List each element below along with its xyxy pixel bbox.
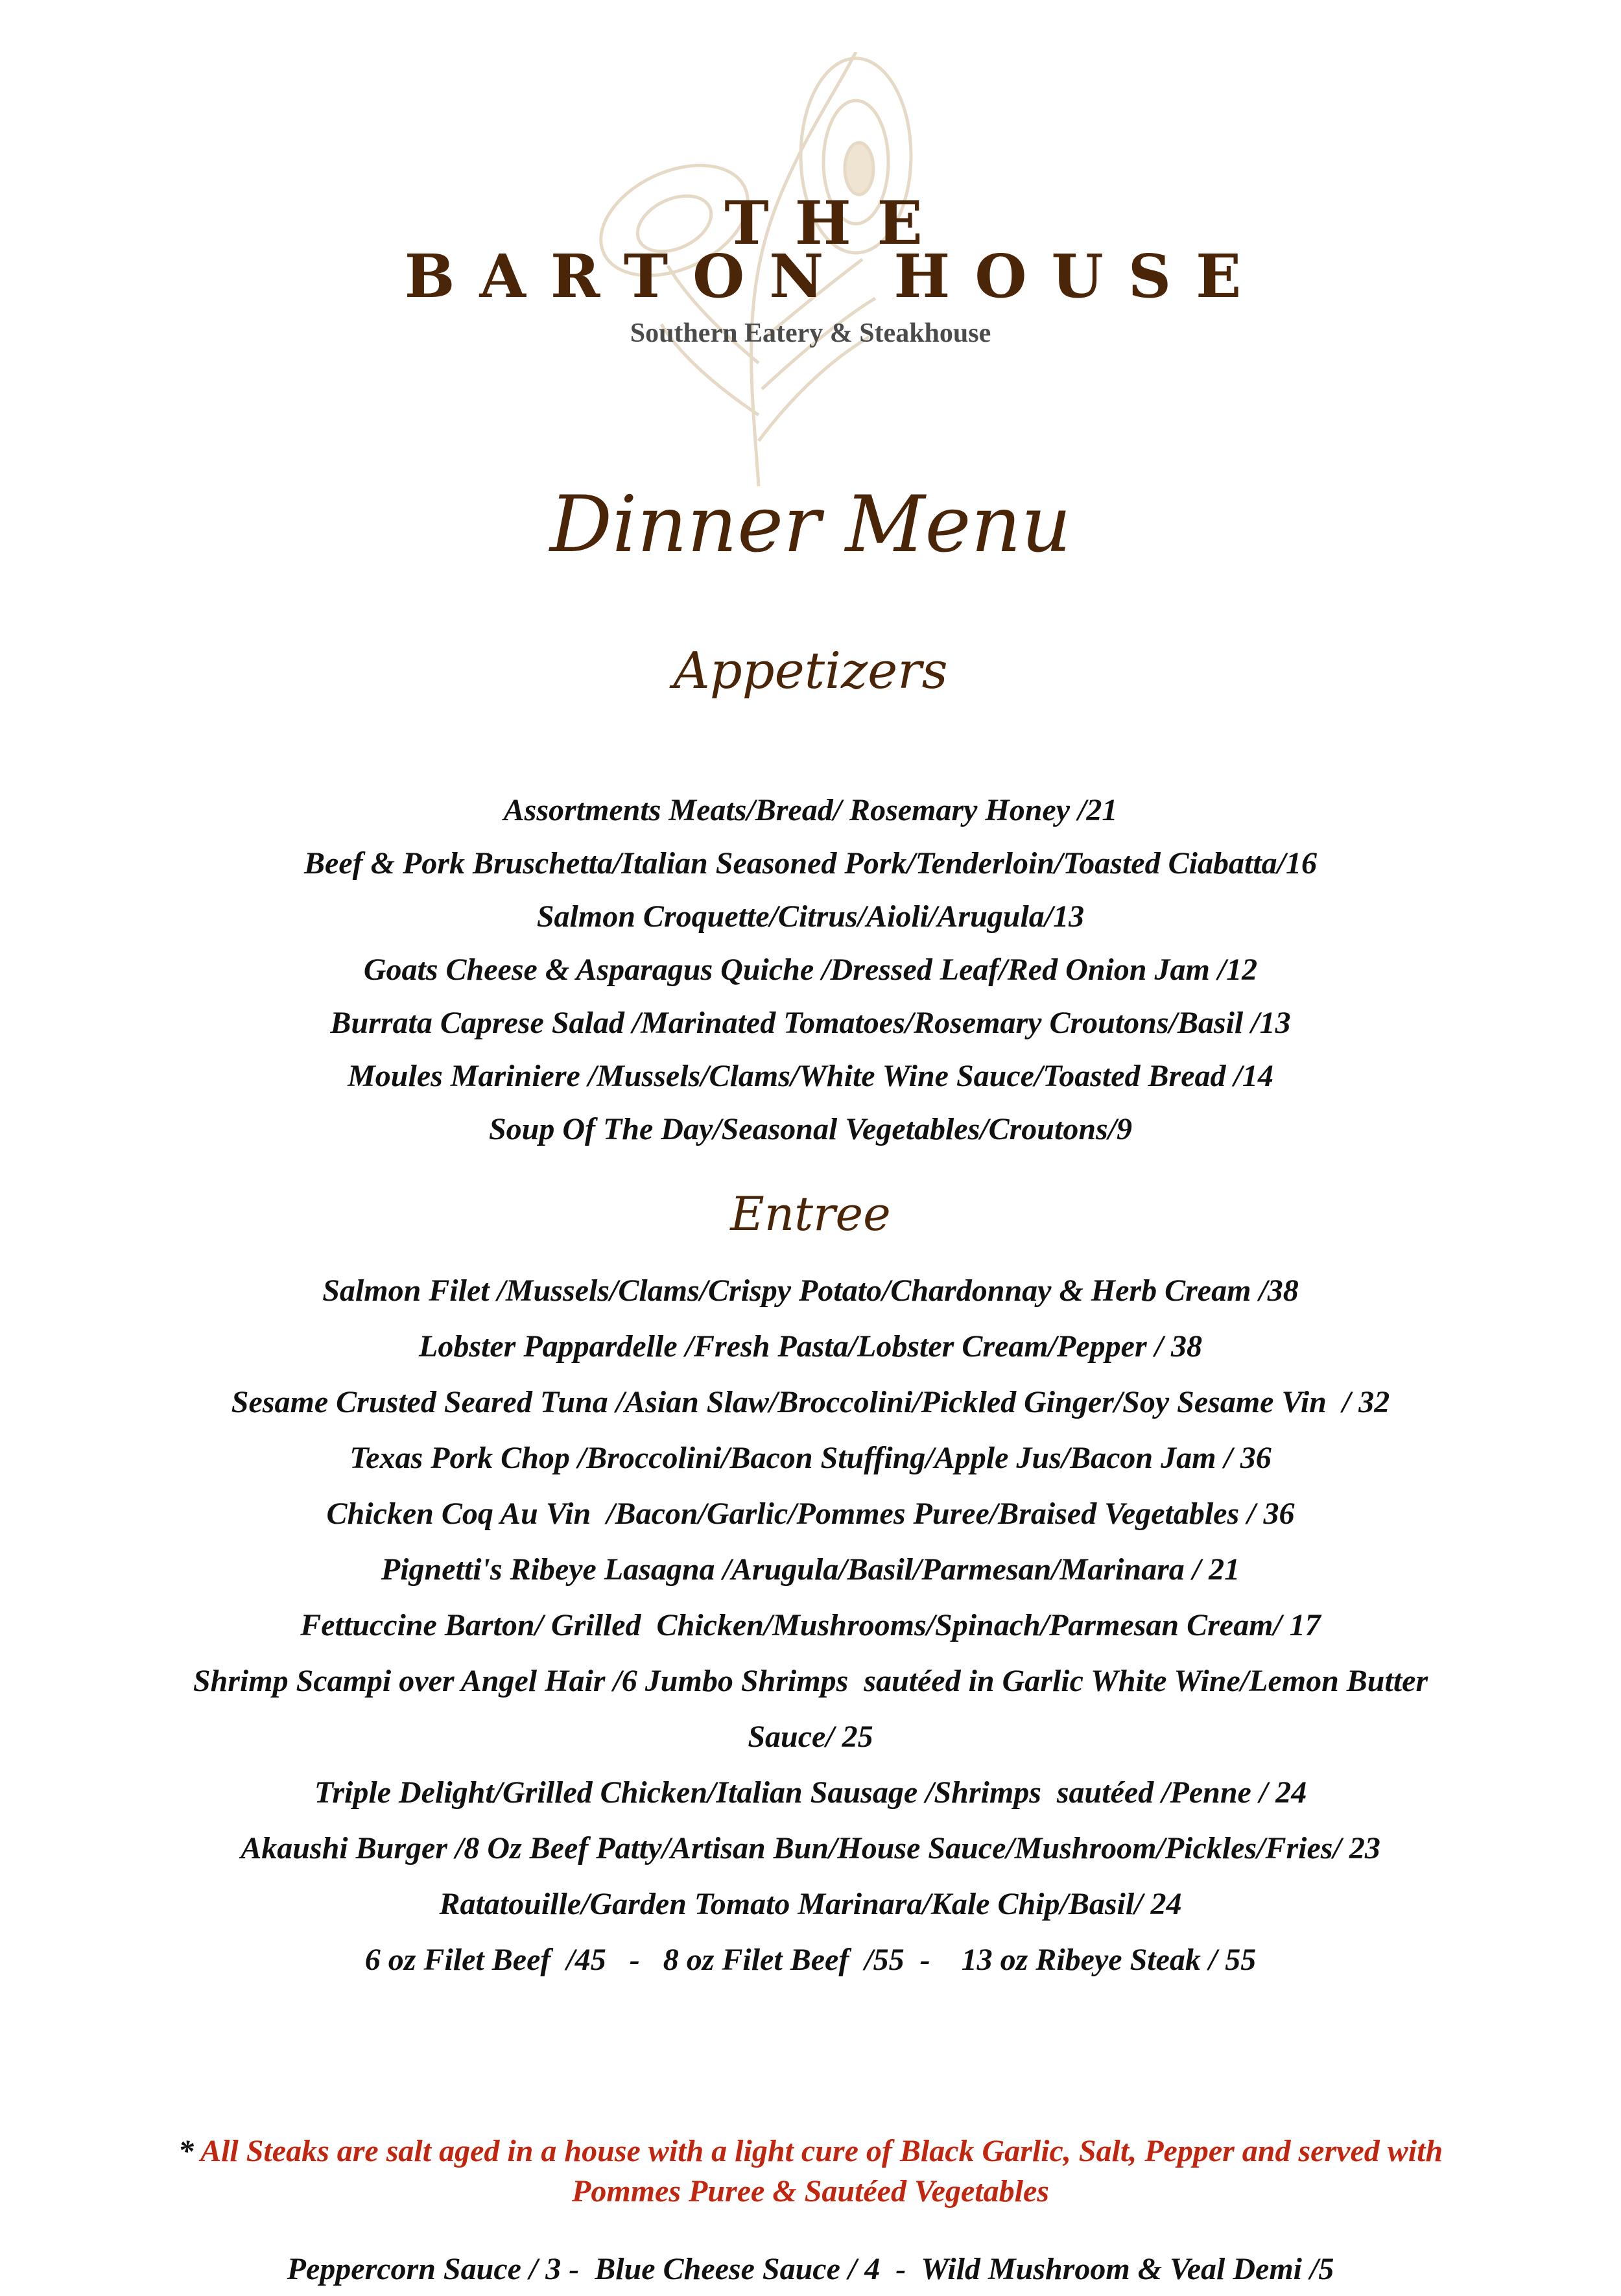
menu-item: Burrata Caprese Salad /Marinated Tomatoes/Rosemary Croutons/Basil /13 — [330, 1006, 1291, 1040]
menu-item: Fettuccine Barton/ Grilled Chicken/Mushrooms/Spinach/Parmesan Cream/ 17 — [300, 1608, 1321, 1642]
menu-item: Akaushi Burger /8 Oz Beef Patty/Artisan Bun/House Sauce/Mushroom/Pickles/Fries/ 23 — [241, 1831, 1380, 1865]
menu-item: Moules Mariniere /Mussels/Clams/White Wine Sauce/Toasted Bread /14 — [348, 1059, 1273, 1093]
restaurant-tagline: Southern Eatery & Steakhouse — [630, 318, 991, 348]
restaurant-name-line2: BARTON HOUSE — [404, 241, 1266, 311]
steak-note-line1: All Steaks are salt aged in a house with a light cure of Black Garlic, Salt, Pepper and served with — [200, 2134, 1443, 2168]
section-title-appetizers: Appetizers — [673, 642, 948, 700]
asterisk: * — [178, 2134, 194, 2168]
entree-list — [0, 1263, 1621, 1988]
menu-item: Salmon Filet /Mussels/Clams/Crispy Potato/Chardonnay & Herb Cream /38 — [322, 1273, 1299, 1308]
menu-item: Beef & Pork Bruschetta/Italian Seasoned Pork/Tenderloin/Toasted Ciabatta/16 — [304, 846, 1317, 881]
steak-note — [0, 2131, 1621, 2212]
section-title-entree: Entree — [730, 1187, 891, 1241]
menu-item: Shrimp Scampi over Angel Hair /6 Jumbo Shrimps sautéed in Garlic White Wine/Lemon Butter — [193, 1664, 1428, 1698]
menu-item: Chicken Coq Au Vin /Bacon/Garlic/Pommes Puree/Braised Vegetables / 36 — [326, 1497, 1295, 1531]
menu-item: Sesame Crusted Seared Tuna /Asian Slaw/Broccolini/Pickled Ginger/Soy Sesame Vin / 32 — [231, 1385, 1390, 1419]
appetizers-list — [0, 784, 1621, 1156]
menu-item: Triple Delight/Grilled Chicken/Italian Sausage /Shrimps sautéed /Penne / 24 — [314, 1775, 1307, 1810]
sauces-line: Peppercorn Sauce / 3 - Blue Cheese Sauce / 4 - Wild Mushroom & Veal Demi /5 — [287, 2252, 1334, 2286]
menu-item: Soup Of The Day/Seasonal Vegetables/Croutons/9 — [488, 1112, 1133, 1146]
menu-item-continuation: Sauce/ 25 — [748, 1720, 873, 1754]
menu-item: Salmon Croquette/Citrus/Aioli/Arugula/13 — [536, 899, 1085, 934]
menu-item: Ratatouille/Garden Tomato Marinara/Kale Chip/Basil/ 24 — [439, 1887, 1182, 1921]
restaurant-name-line1: THE — [724, 188, 949, 258]
menu-item-steaks: 6 oz Filet Beef /45 - 8 oz Filet Beef /55 - 13 oz Ribeye Steak / 55 — [364, 1943, 1257, 1977]
menu-item: Pignetti's Ribeye Lasagna /Arugula/Basil/Parmesan/Marinara / 21 — [381, 1552, 1240, 1587]
menu-item: Assortments Meats/Bread/ Rosemary Honey /21 — [503, 793, 1118, 827]
menu-item: Goats Cheese & Asparagus Quiche /Dressed Leaf/Red Onion Jam /12 — [363, 953, 1258, 987]
menu-title: Dinner Menu — [549, 480, 1072, 570]
menu-item: Lobster Pappardelle /Fresh Pasta/Lobster Cream/Pepper / 38 — [419, 1329, 1202, 1364]
menu-item: Texas Pork Chop /Broccolini/Bacon Stuffing/Apple Jus/Bacon Jam / 36 — [349, 1441, 1272, 1475]
steak-note-line2: Pommes Puree & Sautéed Vegetables — [572, 2174, 1049, 2208]
